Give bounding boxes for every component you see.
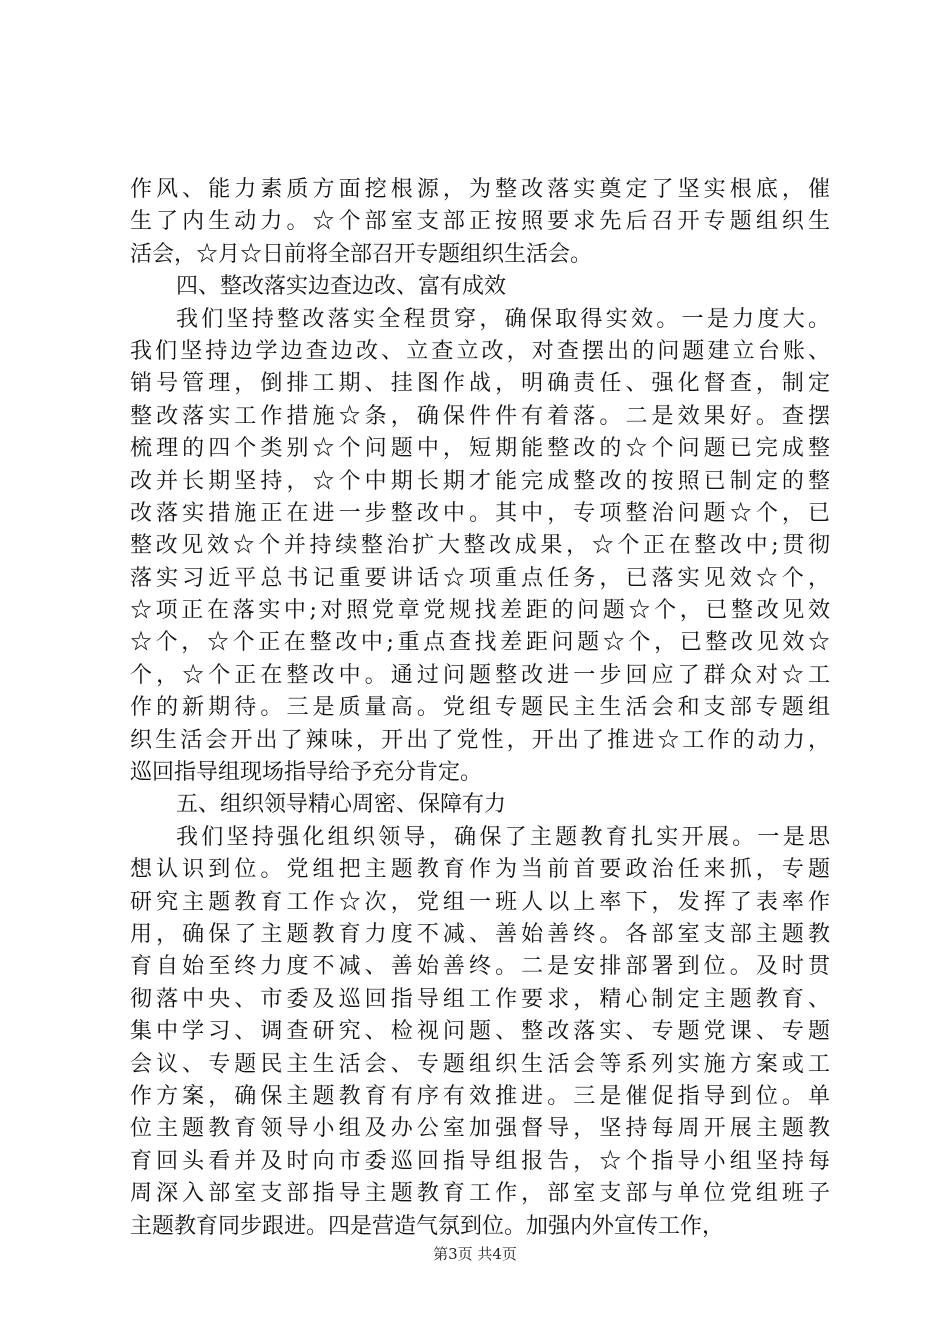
text-line: 改并长期坚持，☆个中期长期才能完成整改的按照已制定的整	[130, 468, 830, 494]
paragraph	[130, 822, 830, 1243]
section-heading	[130, 789, 830, 821]
page-footer: 第3页 共4页	[433, 1245, 517, 1263]
text-line: ☆个，☆个正在整改中;重点查找差距问题☆个，已整改见效☆	[130, 630, 830, 656]
text-line: 我们坚持强化组织领导，确保了主题教育扎实开展。一是思	[176, 824, 830, 850]
text-line: 作的新期待。三是质量高。党组专题民主生活会和支部专题组	[130, 695, 830, 721]
paragraph	[130, 304, 830, 790]
text-line: 想认识到位。党组把主题教育作为当前首要政治任来抓，专题	[130, 857, 830, 883]
heading-text: 五、组织领导精心周密、保障有力	[176, 792, 507, 818]
text-line: ☆项正在落实中;对照党章党规找差距的问题☆个，已整改见效	[130, 598, 830, 624]
text-line: 我们坚持边学边查边改、立查立改，对查摆出的问题建立台账、	[130, 338, 830, 364]
text-line: 整改见效☆个并持续整治扩大整改成果，☆个正在整改中;贯彻	[130, 533, 830, 559]
paragraph	[130, 174, 830, 271]
text-line: 作风、能力素质方面挖根源，为整改落实奠定了坚实根底，催	[130, 177, 830, 202]
text-line: 育回头看并及时向市委巡回指导组报告，☆个指导小组坚持每	[130, 1148, 830, 1174]
text-line: 梳理的四个类别☆个问题中，短期能整改的☆个问题已完成整	[130, 436, 830, 462]
text-line: 个，☆个正在整改中。通过问题整改进一步回应了群众对☆工	[130, 662, 830, 688]
text-line: 集中学习、调查研究、检视问题、整改落实、专题党课、专题	[130, 1019, 830, 1045]
text-line: 会议、专题民主生活会、专题组织生活会等系列实施方案或工	[130, 1051, 830, 1077]
text-line: 落实习近平总书记重要讲话☆项重点任务，已落实见效☆个，	[130, 565, 830, 591]
text-line: 彻落中央、市委及巡回指导组工作要求，精心制定主题教育、	[130, 986, 830, 1012]
text-line: 巡回指导组现场指导给予充分肯定。	[130, 760, 483, 786]
document-body	[130, 174, 830, 1243]
text-line: 活会，☆月☆日前将全部召开专题组织生活会。	[130, 241, 593, 267]
heading-text: 四、整改落实边查边改、富有成效	[176, 274, 507, 300]
text-line: 销号管理，倒排工期、挂图作战，明确责任、强化督查，制定	[130, 371, 830, 397]
text-line: 整改落实工作措施☆条，确保件件有着落。二是效果好。查摆	[130, 403, 830, 429]
text-line: 生了内生动力。☆个部室支部正按照要求先后召开专题组织生	[130, 209, 830, 235]
text-line: 作方案，确保主题教育有序有效推进。三是催促指导到位。单	[130, 1083, 830, 1109]
text-line: 我们坚持整改落实全程贯穿，确保取得实效。一是力度大。	[176, 306, 830, 332]
text-line: 育自始至终力度不减、善始善终。二是安排部署到位。及时贯	[130, 954, 830, 980]
text-line: 织生活会开出了辣味，开出了党性，开出了推进☆工作的动力，	[130, 727, 830, 753]
text-line: 主题教育同步跟进。四是营造气氛到位。加强内外宣传工作，	[130, 1213, 725, 1239]
text-line: 改落实措施正在进一步整改中。其中，专项整治问题☆个，已	[130, 500, 830, 526]
section-heading	[130, 271, 830, 303]
text-line: 周深入部室支部指导主题教育工作，部室支部与单位党组班子	[130, 1181, 830, 1207]
text-line: 研究主题教育工作☆次，党组一班人以上率下，发挥了表率作	[130, 889, 830, 915]
text-line: 用，确保了主题教育力度不减、善始善终。各部室支部主题教	[130, 921, 830, 947]
text-line: 位主题教育领导小组及办公室加强督导，坚持每周开展主题教	[130, 1116, 830, 1142]
